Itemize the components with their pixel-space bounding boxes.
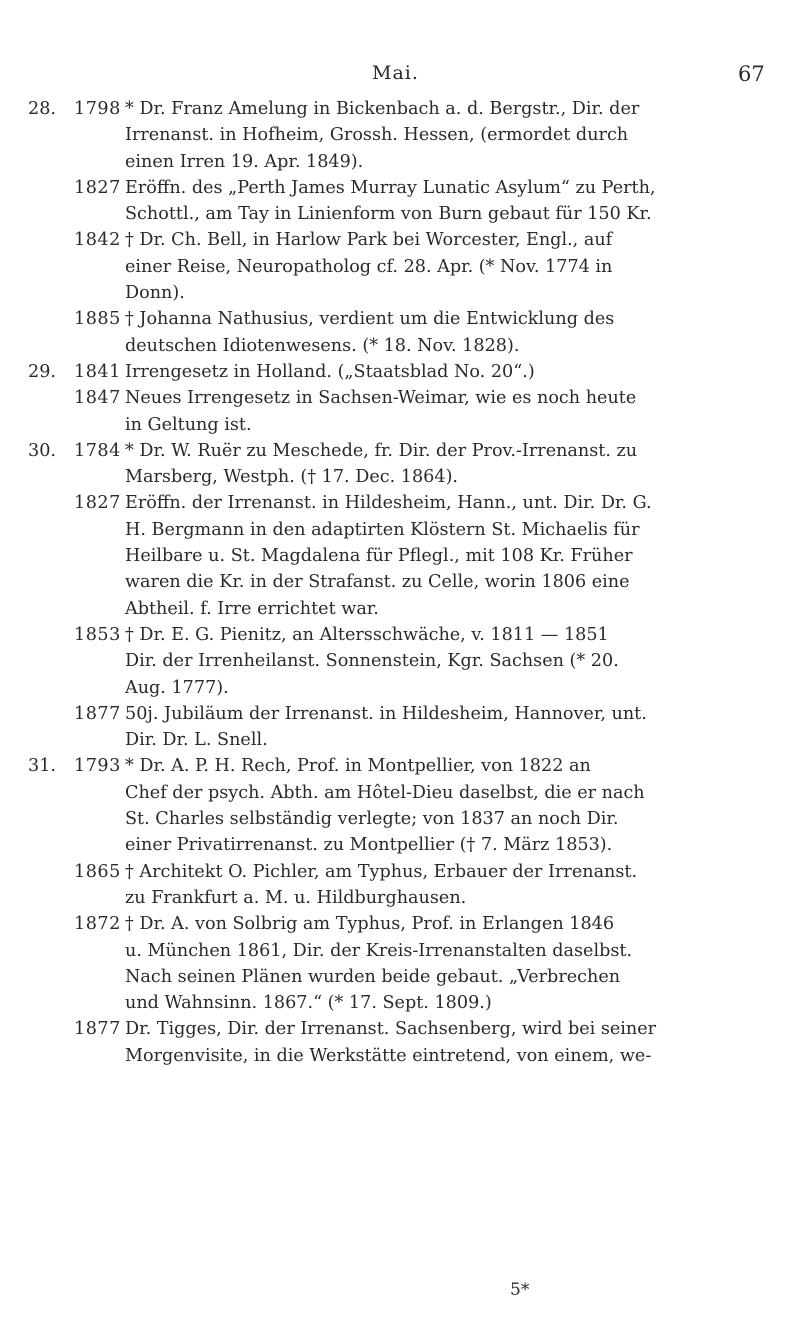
entry-text: Chef der psych. Abth. am Hôtel-Dieu daselbst, die er nach xyxy=(125,782,645,803)
day-number: 31. xyxy=(28,756,56,777)
text-line xyxy=(0,96,800,122)
year: 1877 xyxy=(74,1019,121,1040)
entry-text: Donn). xyxy=(125,283,185,304)
day-number: 30. xyxy=(28,440,56,461)
running-title: Mai. xyxy=(372,62,419,84)
text-line xyxy=(0,569,800,595)
text-line xyxy=(0,701,800,727)
text-line xyxy=(0,675,800,701)
entry-text: Dir. der Irrenheilanst. Sonnenstein, Kgr. Sachsen (* 20. xyxy=(125,651,619,672)
entry-text: † Johanna Nathusius, verdient um die Entwicklung des xyxy=(125,309,615,330)
entry-text: Neues Irrengesetz in Sachsen-Weimar, wie es noch heute xyxy=(125,388,637,409)
entry-text: waren die Kr. in der Strafanst. zu Celle, worin 1806 eine xyxy=(125,572,630,593)
entry-text: Schottl., am Tay in Linienform von Burn gebaut für 150 Kr. xyxy=(125,204,652,225)
text-line xyxy=(0,175,800,201)
day-number: 29. xyxy=(28,361,56,382)
text-line xyxy=(0,122,800,148)
entry-text: Abtheil. f. Irre errichtet war. xyxy=(125,598,379,619)
year: 1885 xyxy=(74,309,121,330)
entry-text: und Wahnsinn. 1867.“ (* 17. Sept. 1809.) xyxy=(125,993,492,1014)
text-line xyxy=(0,227,800,253)
text-line xyxy=(0,753,800,779)
year: 1827 xyxy=(74,493,121,514)
entry-text: deutschen Idiotenwesens. (* 18. Nov. 1828). xyxy=(125,335,520,356)
year: 1853 xyxy=(74,624,121,645)
text-line xyxy=(0,990,800,1016)
day-number: 28. xyxy=(28,99,56,119)
signature-mark: 5* xyxy=(510,1280,530,1300)
text-line xyxy=(0,964,800,990)
page-header xyxy=(0,62,800,92)
text-line xyxy=(0,254,800,280)
text-line xyxy=(0,149,800,175)
entry-text: † Dr. A. von Solbrig am Typhus, Prof. in Erlangen 1846 xyxy=(125,914,615,935)
text-line xyxy=(0,490,800,516)
entry-text: Nach seinen Plänen wurden beide gebaut. „Verbrechen xyxy=(125,966,621,987)
entry-text: einer Reise, Neuropatholog cf. 28. Apr. (* Nov. 1774 in xyxy=(125,256,613,277)
text-line xyxy=(0,438,800,464)
text-line xyxy=(0,911,800,937)
entry-text: Morgenvisite, in die Werkstätte eintretend, von einem, we- xyxy=(125,1045,652,1066)
text-line xyxy=(0,832,800,858)
text-line xyxy=(0,938,800,964)
year: 1798 xyxy=(74,99,121,119)
entry-text: * Dr. Franz Amelung in Bickenbach a. d. Bergstr., Dir. der xyxy=(125,99,640,119)
entry-text: Marsberg, Westph. († 17. Dec. 1864). xyxy=(125,467,459,488)
year: 1872 xyxy=(74,914,121,935)
entry-text: Aug. 1777). xyxy=(125,677,229,698)
text-line xyxy=(0,333,800,359)
entry-text: † Architekt O. Pichler, am Typhus, Erbauer der Irrenanst. xyxy=(125,861,638,882)
year: 1877 xyxy=(74,703,121,724)
text-line xyxy=(0,859,800,885)
text-line xyxy=(0,648,800,674)
year: 1827 xyxy=(74,177,121,198)
entry-text: Irrengesetz in Holland. („Staatsblad No. 20“.) xyxy=(125,361,535,382)
entry-text: u. München 1861, Dir. der Kreis-Irrenanstalten daselbst. xyxy=(125,940,633,961)
entry-text: † Dr. Ch. Bell, in Harlow Park bei Worcester, Engl., auf xyxy=(125,230,613,251)
entry-text: einer Privatirrenanst. zu Montpellier († 7. März 1853). xyxy=(125,835,613,856)
text-line xyxy=(0,806,800,832)
text-line xyxy=(0,622,800,648)
entry-text: * Dr. A. P. H. Rech, Prof. in Montpellier, von 1822 an xyxy=(125,756,591,777)
entry-text: zu Frankfurt a. M. u. Hildburghausen. xyxy=(125,887,467,908)
year: 1793 xyxy=(74,756,121,777)
entry-text: * Dr. W. Ruër zu Meschede, fr. Dir. der Prov.-Irrenanst. zu xyxy=(125,440,638,461)
text-line xyxy=(0,1016,800,1042)
text-line xyxy=(0,385,800,411)
year: 1842 xyxy=(74,230,121,251)
text-line xyxy=(0,543,800,569)
text-line xyxy=(0,201,800,227)
text-line xyxy=(0,727,800,753)
text-line xyxy=(0,885,800,911)
entry-text: St. Charles selbständig verlegte; von 1837 an noch Dir. xyxy=(125,809,619,830)
year: 1847 xyxy=(74,388,121,409)
entry-text: Eröffn. des „Perth James Murray Lunatic Asylum“ zu Perth, xyxy=(125,177,656,198)
text-line xyxy=(0,464,800,490)
year: 1841 xyxy=(74,361,121,382)
text-line xyxy=(0,412,800,438)
entry-text: 50j. Jubiläum der Irrenanst. in Hildesheim, Hannover, unt. xyxy=(125,703,647,724)
text-line xyxy=(0,596,800,622)
entry-text: in Geltung ist. xyxy=(125,414,252,435)
entry-text: Eröffn. der Irrenanst. in Hildesheim, Hann., unt. Dir. Dr. G. xyxy=(125,493,652,514)
entry-text: einen Irren 19. Apr. 1849). xyxy=(125,151,364,172)
text-line xyxy=(0,280,800,306)
text-line xyxy=(0,780,800,806)
entry-text: Heilbare u. St. Magdalena für Pflegl., mit 108 Kr. Früher xyxy=(125,546,633,567)
entry-text: † Dr. E. G. Pienitz, an Altersschwäche, v. 1811 — 1851 xyxy=(125,624,609,645)
text-line xyxy=(0,359,800,385)
text-line xyxy=(0,1043,800,1069)
page-body xyxy=(0,96,800,1069)
page-number: 67 xyxy=(738,62,765,86)
entry-text: Dir. Dr. L. Snell. xyxy=(125,730,268,751)
text-line xyxy=(0,517,800,543)
entry-text: Irrenanst. in Hofheim, Grossh. Hessen, (ermordet durch xyxy=(125,125,629,146)
year: 1865 xyxy=(74,861,121,882)
text-line xyxy=(0,306,800,332)
entry-text: Dr. Tigges, Dir. der Irrenanst. Sachsenberg, wird bei seiner xyxy=(125,1019,657,1040)
year: 1784 xyxy=(74,440,121,461)
entry-text: H. Bergmann in den adaptirten Klöstern St. Michaelis für xyxy=(125,519,640,540)
